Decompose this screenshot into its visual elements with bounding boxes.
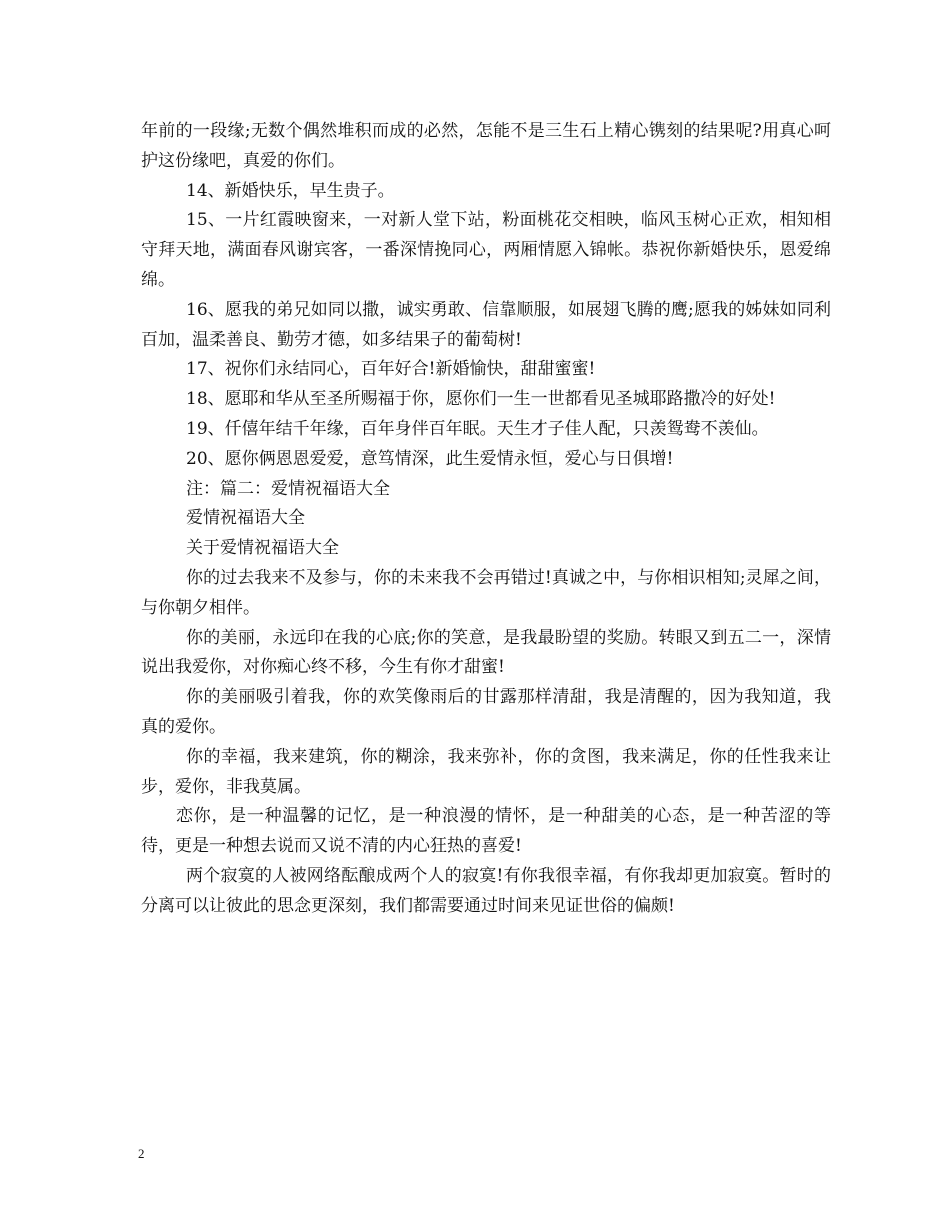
paragraph: 恋你，是一种温馨的记忆，是一种浪漫的情怀，是一种甜美的心态，是一种苦涩的等待，更是一种想去说而又说不清的内心狂热的喜爱! xyxy=(141,806,831,857)
section-heading: 爱情祝福语大全 xyxy=(186,508,305,529)
section-note: 注：篇二：爱情祝福语大全 xyxy=(186,478,390,499)
paragraph: 你的美丽，永远印在我的心底;你的笑意，是我最盼望的奖励。转眼又到五二一，深情说出我爱你，对你痴心终不移，今生有你才甜蜜! xyxy=(141,627,831,678)
paragraph: 你的过去我来不及参与，你的未来我不会再错过!真诚之中，与你相识相知;灵犀之间，与你朝夕相伴。 xyxy=(141,567,831,618)
page-number: 2 xyxy=(138,1146,145,1161)
paragraph: 20、愿你俩恩恩爱爱，意笃情深，此生爱情永恒，爱心与日俱增! xyxy=(186,448,674,469)
body-text xyxy=(141,117,831,922)
paragraph: 17、祝你们永结同心，百年好合!新婚愉快，甜甜蜜蜜! xyxy=(186,359,596,380)
paragraph: 两个寂寞的人被网络酝酿成两个人的寂寞!有你我很幸福，有你我却更加寂寞。暂时的分离可以让彼此的思念更深刻，我们都需要通过时间来见证世俗的偏颇! xyxy=(141,865,831,916)
paragraph: 你的幸福，我来建筑，你的糊涂，我来弥补，你的贪图，我来满足，你的任性我来让步，爱你，非我莫属。 xyxy=(141,746,831,797)
paragraph: 16、愿我的弟兄如同以撒，诚实勇敢、信靠顺服，如展翅飞腾的鹰;愿我的姊妹如同利百加，温柔善良、勤劳才德，如多结果子的葡萄树! xyxy=(141,299,831,350)
paragraph: 你的美丽吸引着我，你的欢笑像雨后的甘露那样清甜，我是清醒的，因为我知道，我真的爱你。 xyxy=(141,687,831,737)
paragraph: 年前的一段缘;无数个偶然堆积而成的必然，怎能不是三生石上精心镌刻的结果呢?用真心呵护这份缘吧，真爱的你们。 xyxy=(141,121,831,171)
paragraph: 19、仟僖年结千年缘，百年身伴百年眠。天生才子佳人配，只羡鸳鸯不羡仙。 xyxy=(186,418,769,439)
paragraph: 15、一片红霞映窗来，一对新人堂下站，粉面桃花交相映，临风玉树心正欢，相知相守拜天地，满面春风谢宾客，一番深情挽同心，两厢情愿入锦帐。恭祝你新婚快乐，恩爱绵绵。 xyxy=(141,210,831,290)
paragraph: 18、愿耶和华从至圣所赐福于你，愿你们一生一世都看见圣城耶路撒冷的好处! xyxy=(186,389,776,410)
paragraph: 14、新婚快乐，早生贵子。 xyxy=(186,180,395,201)
section-subheading: 关于爱情祝福语大全 xyxy=(186,538,339,559)
